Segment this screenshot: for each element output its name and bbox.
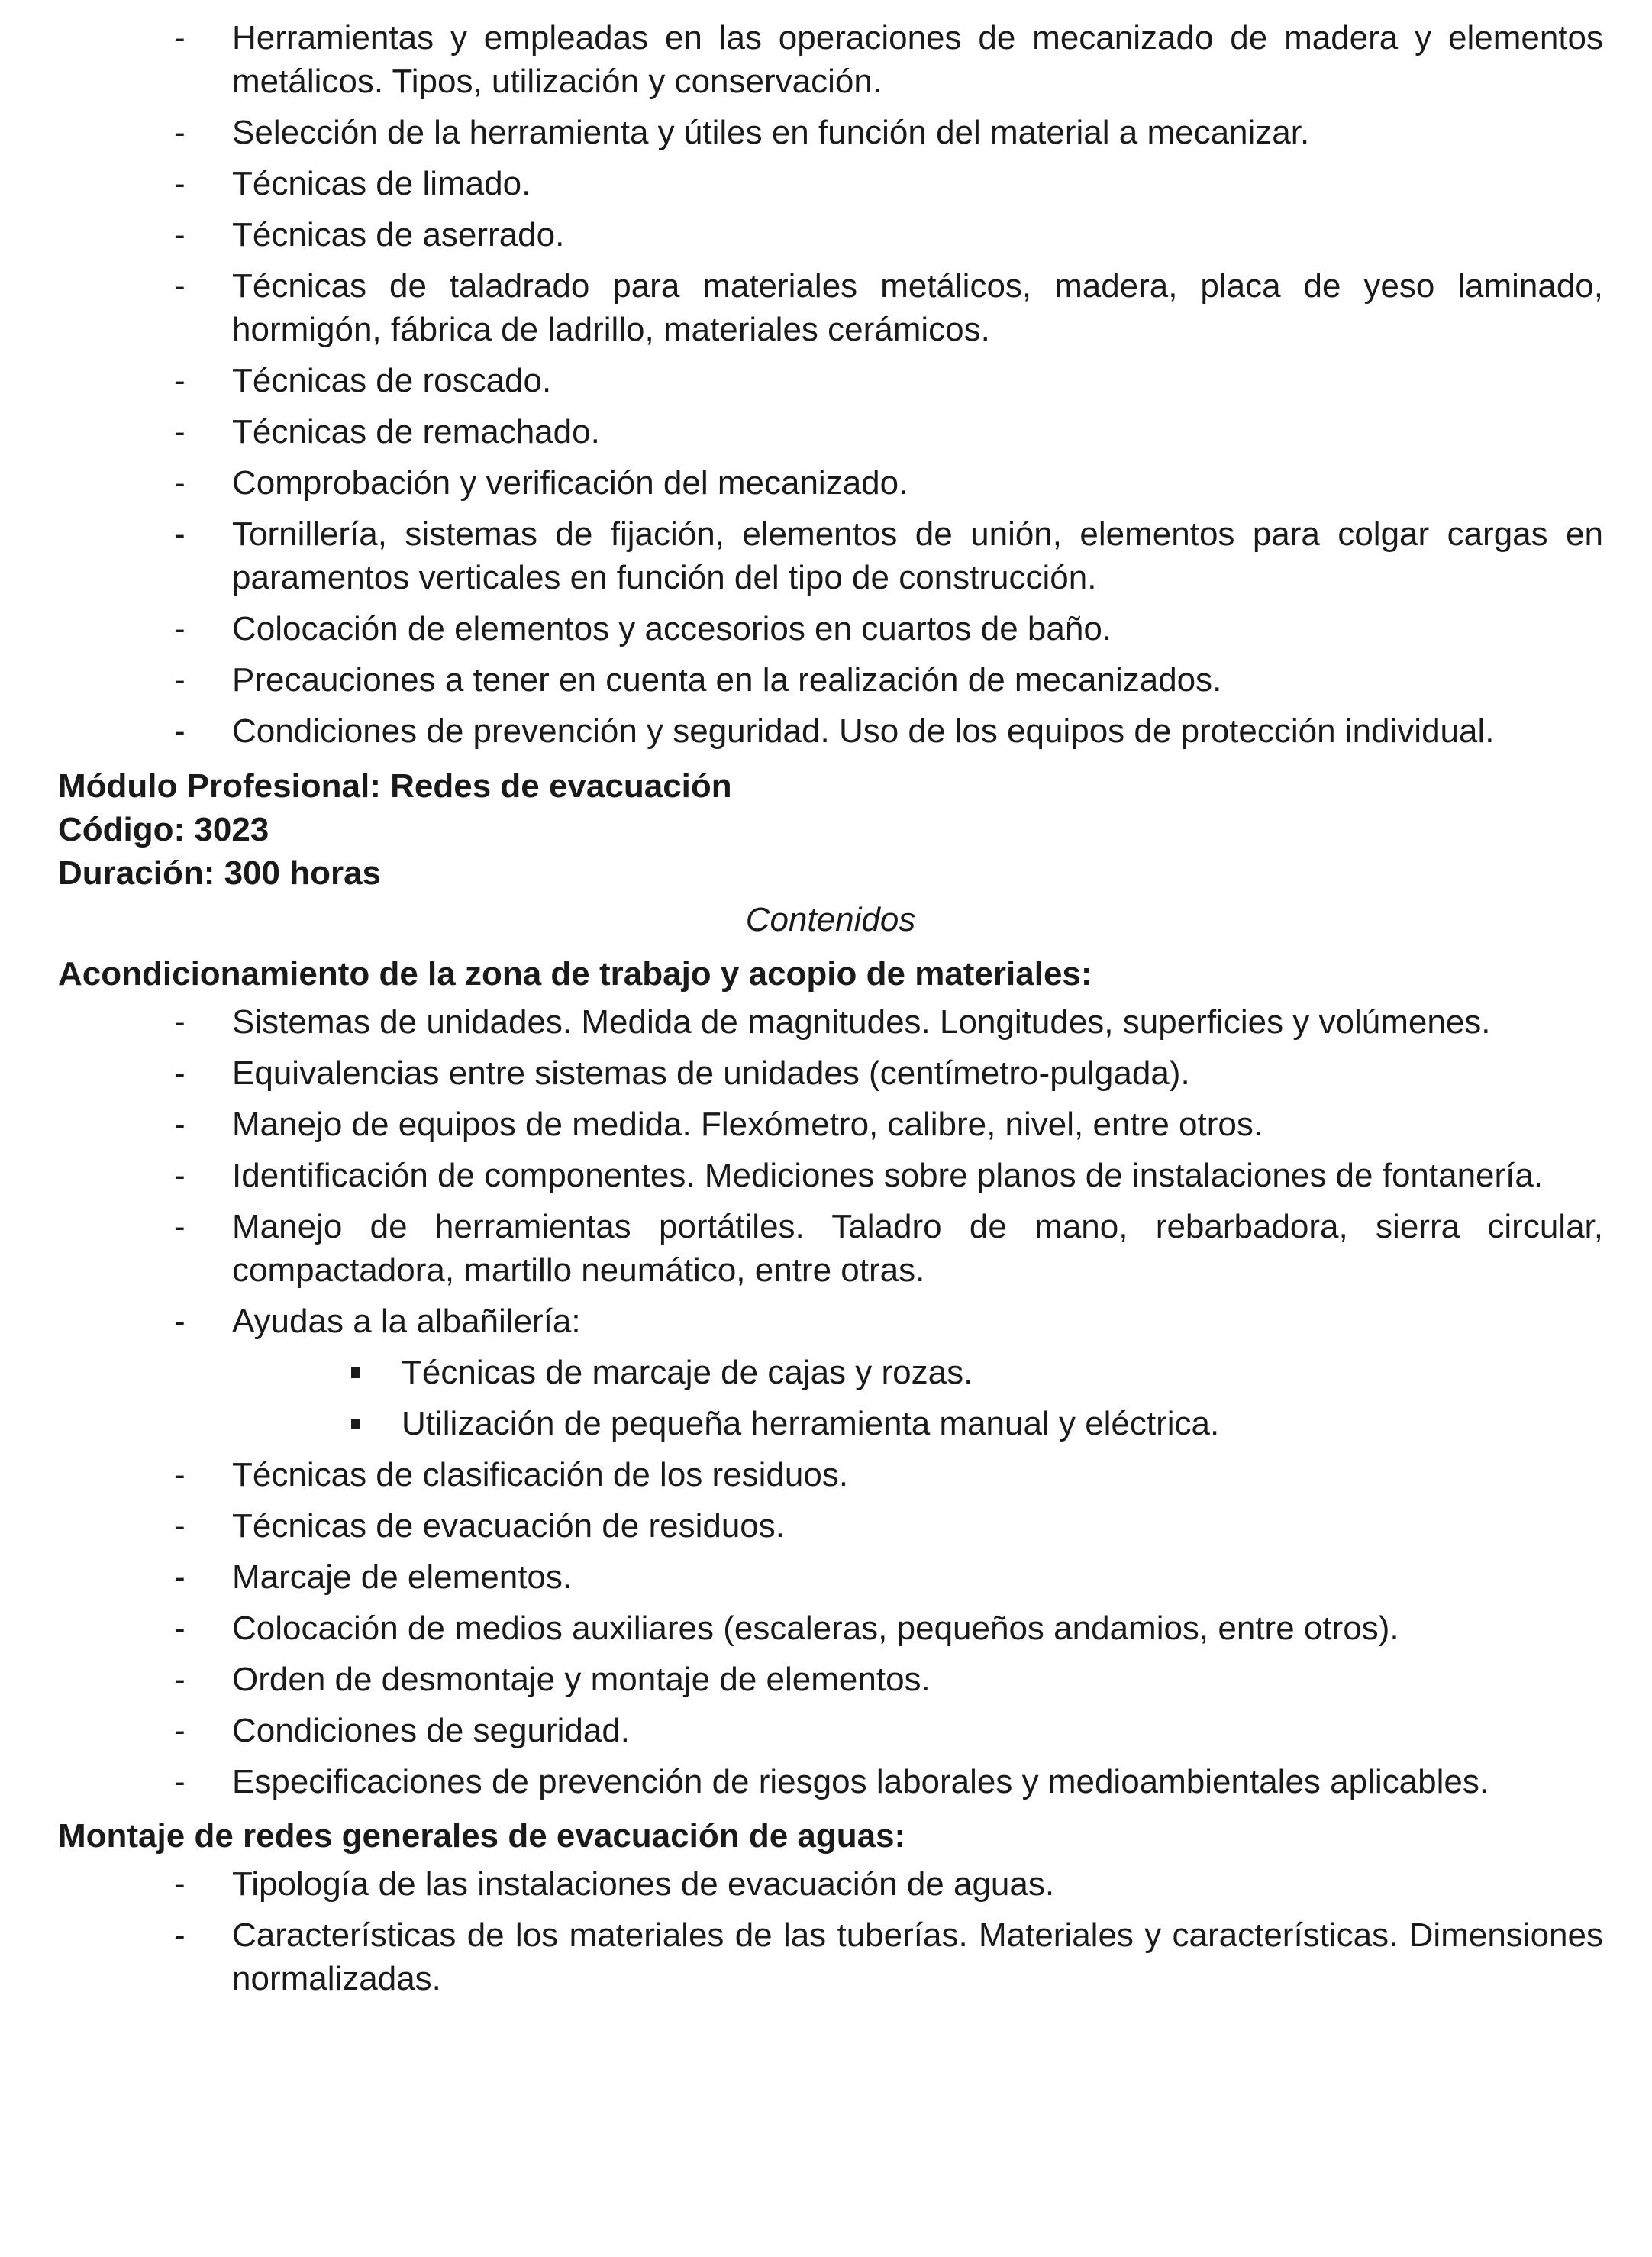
list-item bbox=[58, 461, 1603, 505]
list-item bbox=[58, 1709, 1603, 1752]
dash-bullet: - bbox=[174, 1054, 186, 1092]
item-text: Técnicas de remachado. bbox=[232, 413, 600, 450]
section-heading: Montaje de redes generales de evacuación de aguas: bbox=[58, 1817, 906, 1855]
section1-list bbox=[58, 1000, 1603, 1803]
item-text: Precauciones a tener en cuenta en la realización de mecanizados. bbox=[232, 661, 1222, 699]
item-text: Técnicas de evacuación de residuos. bbox=[232, 1507, 785, 1545]
list-item bbox=[58, 1913, 1603, 2000]
dash-bullet: - bbox=[174, 165, 186, 202]
contents-label: Contenidos bbox=[745, 901, 916, 938]
item-text: Orden de desmontaje y montaje de elementos. bbox=[232, 1661, 931, 1698]
item-text: Técnicas de marcaje de cajas y rozas. bbox=[402, 1354, 973, 1391]
dash-bullet: - bbox=[174, 1208, 186, 1245]
intro-list bbox=[58, 16, 1603, 753]
list-item bbox=[58, 1453, 1603, 1497]
dash-bullet: - bbox=[174, 1303, 186, 1340]
list-item bbox=[58, 162, 1603, 205]
dash-bullet: - bbox=[174, 1456, 186, 1493]
dash-bullet: - bbox=[174, 362, 186, 399]
list-item bbox=[58, 359, 1603, 402]
dash-bullet: - bbox=[174, 610, 186, 647]
dash-bullet: - bbox=[174, 1507, 186, 1545]
list-item bbox=[58, 607, 1603, 651]
item-text: Comprobación y verificación del mecanizado. bbox=[232, 464, 908, 502]
dash-bullet: - bbox=[174, 1916, 186, 1954]
dash-bullet: - bbox=[174, 464, 186, 502]
sub-list-item bbox=[58, 1351, 1603, 1394]
item-text: Ayudas a la albañilería: bbox=[232, 1303, 581, 1340]
item-text: Características de los materiales de las tuberías. Materiales y características. Dimensiones normalizadas. bbox=[232, 1916, 1603, 1997]
section2-list bbox=[58, 1862, 1603, 2000]
list-item bbox=[58, 1555, 1603, 1599]
dash-bullet: - bbox=[174, 1106, 186, 1143]
dash-bullet: - bbox=[174, 1610, 186, 1647]
item-text: Equivalencias entre sistemas de unidades (centímetro-pulgada). bbox=[232, 1054, 1190, 1092]
dash-bullet: - bbox=[174, 712, 186, 750]
list-item bbox=[58, 16, 1603, 103]
dash-bullet: - bbox=[174, 1763, 186, 1800]
dash-bullet: - bbox=[174, 1003, 186, 1041]
dash-bullet: - bbox=[174, 267, 186, 305]
list-item bbox=[58, 1000, 1603, 1044]
list-item bbox=[58, 264, 1603, 351]
list-item bbox=[58, 1606, 1603, 1650]
dash-bullet: - bbox=[174, 1661, 186, 1698]
dash-bullet: - bbox=[174, 515, 186, 553]
list-item bbox=[58, 1154, 1603, 1197]
item-text: Colocación de elementos y accesorios en cuartos de baño. bbox=[232, 610, 1112, 647]
item-text: Colocación de medios auxiliares (escaleras, pequeños andamios, entre otros). bbox=[232, 1610, 1399, 1647]
item-text: Técnicas de clasificación de los residuos. bbox=[232, 1456, 849, 1493]
dash-bullet: - bbox=[174, 661, 186, 699]
item-text: Técnicas de limado. bbox=[232, 165, 531, 202]
item-text: Tipología de las instalaciones de evacuación de aguas. bbox=[232, 1865, 1055, 1903]
list-item bbox=[58, 1300, 1603, 1343]
list-item bbox=[58, 1504, 1603, 1548]
module-code: Código: 3023 bbox=[58, 811, 269, 848]
list-item bbox=[58, 111, 1603, 154]
dash-bullet: - bbox=[174, 216, 186, 253]
item-text: Selección de la herramienta y útiles en función del material a mecanizar. bbox=[232, 114, 1310, 151]
list-item bbox=[58, 1658, 1603, 1701]
list-item bbox=[58, 1051, 1603, 1095]
document-page bbox=[58, 16, 1603, 2008]
square-bullet-icon bbox=[351, 1419, 360, 1429]
item-text: Manejo de herramientas portátiles. Taladro de mano, rebarbadora, sierra circular, compactadora, martillo neumático, entre otras. bbox=[232, 1208, 1603, 1289]
dash-bullet: - bbox=[174, 19, 186, 57]
list-item bbox=[58, 512, 1603, 599]
list-item bbox=[58, 213, 1603, 257]
dash-bullet: - bbox=[174, 1712, 186, 1749]
item-text: Condiciones de prevención y seguridad. Uso de los equipos de protección individual. bbox=[232, 712, 1495, 750]
item-text: Tornillería, sistemas de fijación, elementos de unión, elementos para colgar cargas en paramentos verticales en función del tipo de construcción. bbox=[232, 515, 1603, 596]
list-item bbox=[58, 1103, 1603, 1146]
list-item bbox=[58, 658, 1603, 702]
list-item bbox=[58, 709, 1603, 753]
dash-bullet: - bbox=[174, 1865, 186, 1903]
dash-bullet: - bbox=[174, 1157, 186, 1194]
module-duration: Duración: 300 horas bbox=[58, 854, 382, 892]
item-text: Condiciones de seguridad. bbox=[232, 1712, 631, 1749]
dash-bullet: - bbox=[174, 413, 186, 450]
dash-bullet: - bbox=[174, 114, 186, 151]
list-item bbox=[58, 1862, 1603, 1906]
section-heading: Acondicionamiento de la zona de trabajo y acopio de materiales: bbox=[58, 955, 1092, 993]
list-item bbox=[58, 1205, 1603, 1292]
module-title: Módulo Profesional: Redes de evacuación bbox=[58, 767, 732, 805]
item-text: Herramientas y empleadas en las operaciones de mecanizado de madera y elementos metálicos. Tipos, utilización y conservación. bbox=[232, 19, 1603, 100]
list-item bbox=[58, 1760, 1603, 1803]
item-text: Marcaje de elementos. bbox=[232, 1558, 573, 1596]
item-text: Sistemas de unidades. Medida de magnitudes. Longitudes, superficies y volúmenes. bbox=[232, 1003, 1491, 1041]
sub-list-item bbox=[58, 1402, 1603, 1445]
item-text: Técnicas de roscado. bbox=[232, 362, 552, 399]
dash-bullet: - bbox=[174, 1558, 186, 1596]
item-text: Utilización de pequeña herramienta manual y eléctrica. bbox=[402, 1405, 1220, 1442]
list-item bbox=[58, 410, 1603, 454]
square-bullet-icon bbox=[351, 1367, 360, 1378]
item-text: Manejo de equipos de medida. Flexómetro, calibre, nivel, entre otros. bbox=[232, 1106, 1263, 1143]
item-text: Técnicas de aserrado. bbox=[232, 216, 565, 253]
item-text: Identificación de componentes. Mediciones sobre planos de instalaciones de fontanería. bbox=[232, 1157, 1544, 1194]
item-text: Especificaciones de prevención de riesgos laborales y medioambientales aplicables. bbox=[232, 1763, 1489, 1800]
item-text: Técnicas de taladrado para materiales metálicos, madera, placa de yeso laminado, hormigón, fábrica de ladrillo, materiales cerámicos. bbox=[232, 267, 1603, 348]
